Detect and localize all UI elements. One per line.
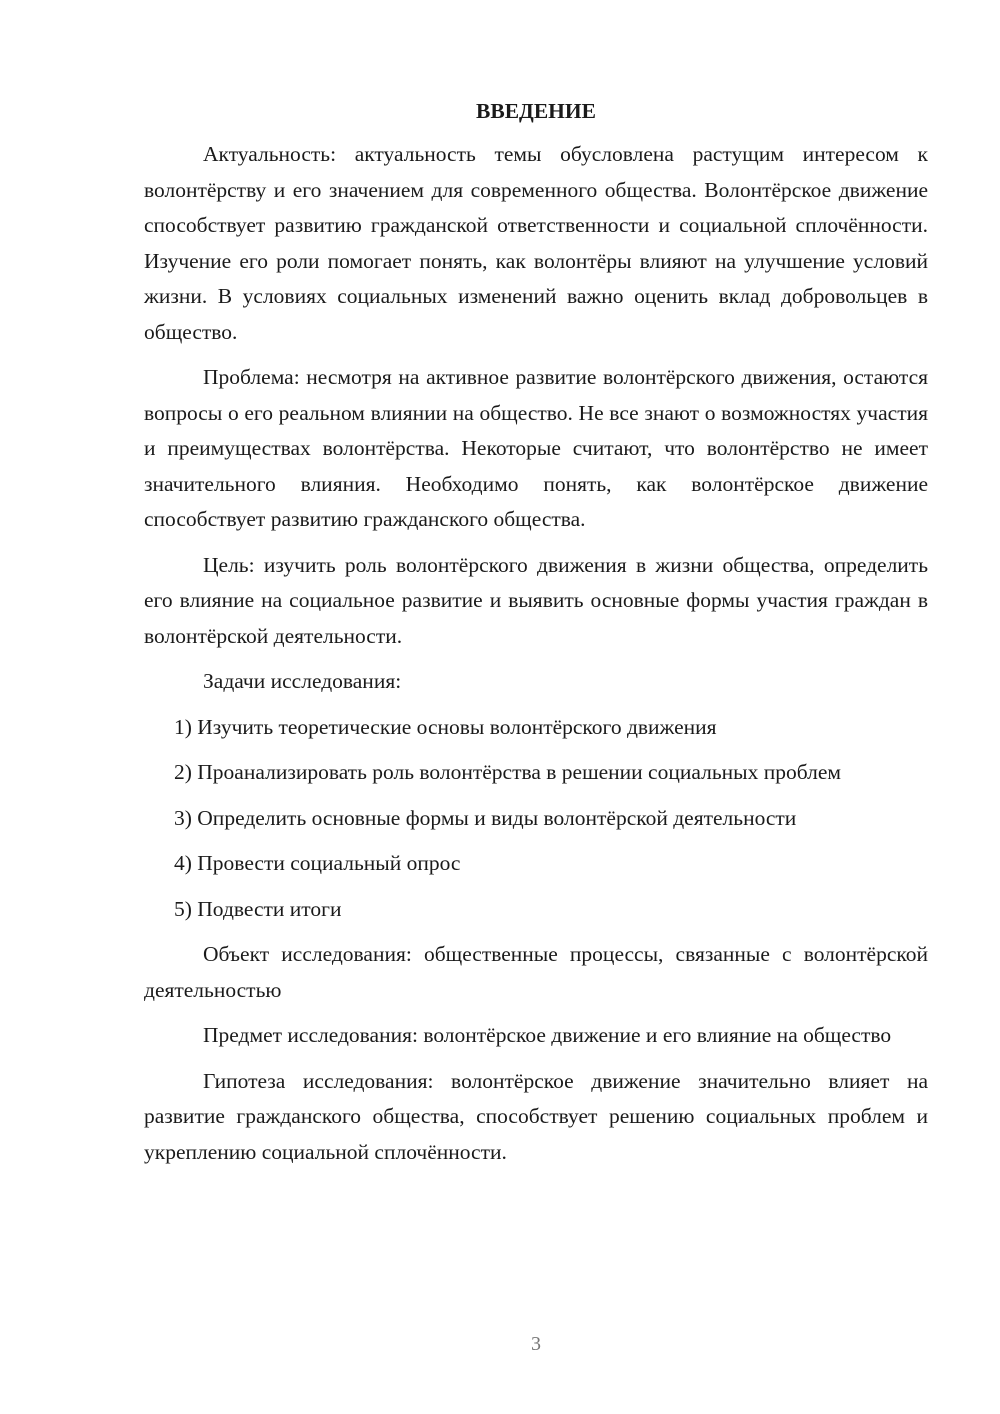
paragraph-object: Объект исследования: общественные процессы, связанные с волонтёрской деятельностью bbox=[144, 942, 928, 1002]
paragraph-problem: Проблема: несмотря на активное развитие волонтёрского движения, остаются вопросы о его реальном влиянии на общество. Не все знают о возможностях участия и преимуществах волонтёрства. Некоторые считают, что волонтёрство не имеет значительного влияния. Необходимо понять, как волонтёрское движение способствует развитию гражданского общества. bbox=[144, 365, 928, 531]
task-item: 4) Провести социальный опрос bbox=[174, 851, 461, 875]
tasks-heading: Задачи исследования: bbox=[203, 669, 402, 693]
task-item: 2) Проанализировать роль волонтёрства в решении социальных проблем bbox=[174, 760, 841, 784]
paragraph-goal: Цель: изучить роль волонтёрского движения в жизни общества, определить его влияние на социальное развитие и выявить основные формы участия граждан в волонтёрской деятельности. bbox=[144, 552, 928, 648]
task-item: 5) Подвести итоги bbox=[174, 896, 342, 921]
task-item: 1) Изучить теоретические основы волонтёрского движения bbox=[174, 714, 717, 739]
paragraph-hypothesis: Гипотеза исследования: волонтёрское движение значительно влияет на развитие гражданского общества, способствует решению социальных проблем и укреплению социальной сплочённости. bbox=[144, 1068, 928, 1164]
page-content bbox=[144, 94, 928, 1180]
paragraph-relevance: Актуальность: актуальность темы обусловлена растущим интересом к волонтёрству и его значением для современного общества. Волонтёрское движение способствует развитию гражданской ответственности и социальной сплочённости. Изучение его роли помогает понять, как волонтёры влияют на улучшение условий жизни. В условиях социальных изменений важно оценить вклад добровольцев в общество. bbox=[144, 142, 928, 344]
section-title: ВВЕДЕНИЕ bbox=[476, 99, 596, 123]
paragraph-subject: Предмет исследования: волонтёрское движение и его влияние на общество bbox=[203, 1023, 892, 1047]
page-number: 3 bbox=[531, 1333, 541, 1355]
task-item: 3) Определить основные формы и виды волонтёрской деятельности bbox=[174, 805, 797, 830]
